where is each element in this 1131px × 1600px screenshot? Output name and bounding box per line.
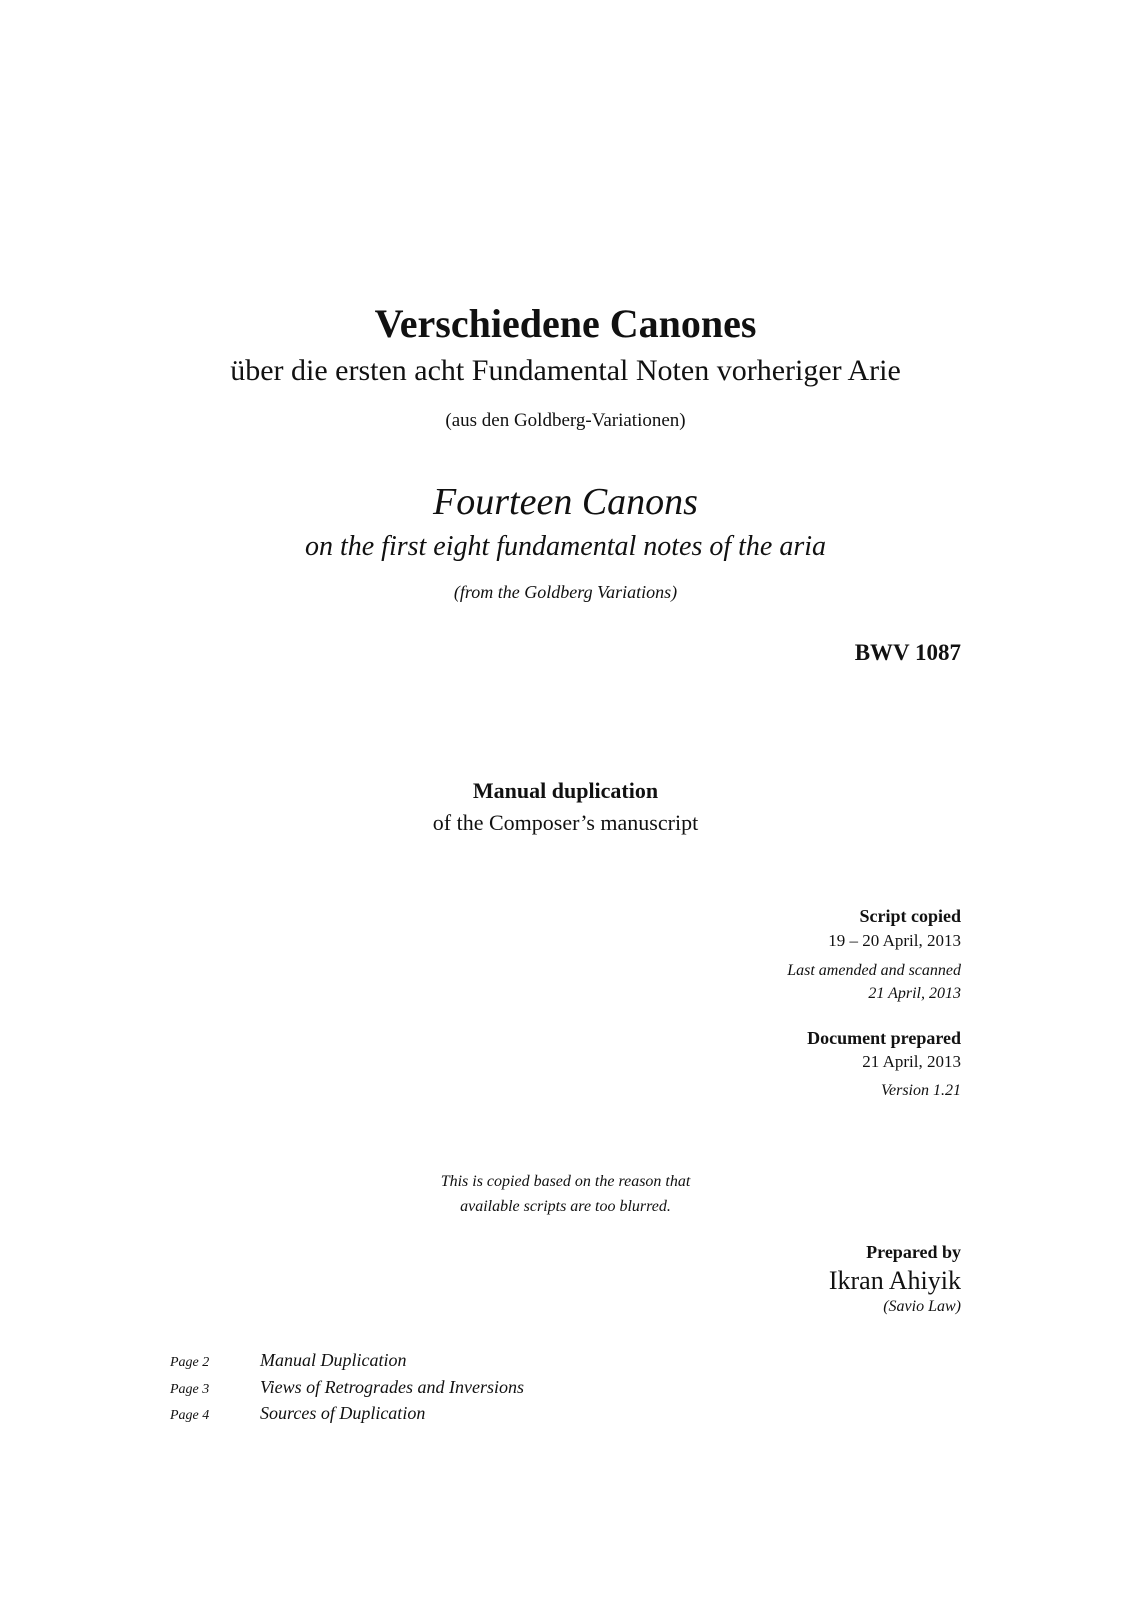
amended-date: 21 April, 2013: [868, 985, 961, 1002]
german-title: Verschiedene Canones: [374, 301, 757, 346]
duplication-title: Manual duplication: [472, 778, 659, 803]
toc-item: [170, 1350, 407, 1371]
english-note: (from the Goldberg Variations): [453, 582, 678, 602]
toc-title: Views of Retrogrades and Inversions: [260, 1377, 524, 1397]
english-title: Fourteen Canons: [433, 481, 698, 523]
prepared-by-label: Prepared by: [866, 1242, 961, 1262]
amended-label: Last amended and scanned: [787, 962, 961, 979]
preparer-name: Ikran Ahiyik: [828, 1266, 961, 1295]
catalog-number: BWV 1087: [854, 640, 961, 665]
toc-page-number: Page 4: [170, 1408, 210, 1423]
german-subtitle: über die ersten acht Fundamental Noten vorheriger Arie: [230, 354, 901, 387]
toc-page-number: Page 3: [170, 1382, 210, 1397]
toc-page-number: Page 2: [170, 1355, 210, 1370]
version-label: Version 1.21: [881, 1082, 961, 1099]
reason-line-2: available scripts are too blurred.: [460, 1198, 671, 1215]
english-subtitle: on the first eight fundamental notes of the aria: [304, 531, 827, 562]
script-copied-date: 19 – 20 April, 2013: [828, 931, 961, 950]
german-note: (aus den Goldberg-Variationen): [445, 410, 686, 431]
preparer-alias: (Savio Law): [883, 1298, 961, 1315]
toc-item: [170, 1403, 425, 1424]
reason-line-1: This is copied based on the reason that: [440, 1173, 691, 1190]
duplication-subtitle: of the Composer’s manuscript: [432, 810, 699, 835]
document-prepared-label: Document prepared: [807, 1028, 961, 1048]
document-prepared-date: 21 April, 2013: [862, 1052, 961, 1071]
toc-item: [170, 1377, 524, 1398]
toc-title: Manual Duplication: [260, 1350, 407, 1370]
script-copied-label: Script copied: [859, 906, 961, 926]
toc-title: Sources of Duplication: [260, 1403, 426, 1423]
